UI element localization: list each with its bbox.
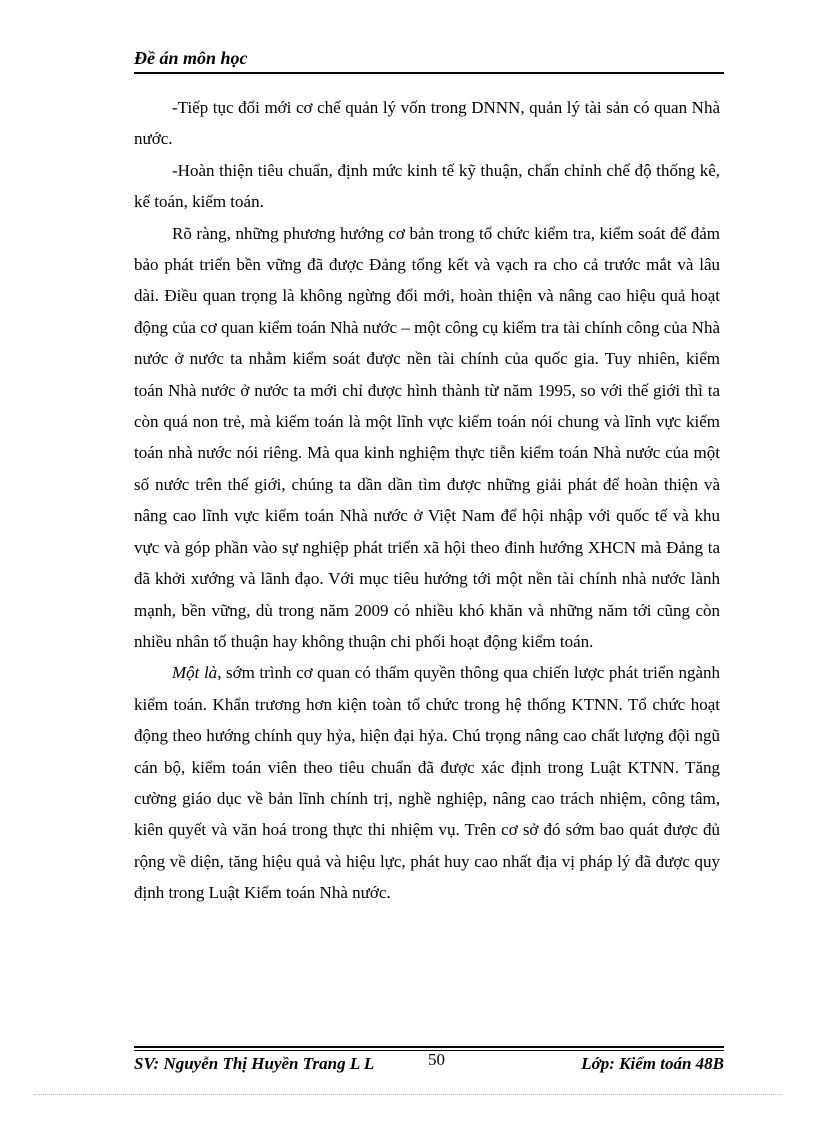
document-body	[134, 92, 720, 909]
paragraph-4	[134, 657, 720, 908]
paragraph-4-text: , sớm trình cơ quan có thẩm quyền thông qua chiến lược phát triển ngành kiểm toán. Khẩn trương hơn kiện toàn tổ chức trong hệ thống KTNN. Tổ chức hoạt động theo hướng chính quy hỷa, hiện đại hỷa. Chú trọng nâng cao chất lượng đội ngũ cán bộ, kiểm toán viên theo tiêu chuẩn đã được xác định trong Luật KTNN. Tăng cường giáo dục về bản lĩnh chính trị, nghề nghiệp, nâng cao trách nhiệm, công tâm, kiên quyết và văn hoá trong thực thi nhiệm vụ. Trên cơ sở đó sớm bao quát được đủ rộng về diện, tăng hiệu quả và hiệu lực, phát huy cao nhất địa vị pháp lý đã được quy định trong Luật Kiểm toán Nhà nước.	[134, 663, 721, 903]
paragraph-3: Rõ ràng, những phương hướng cơ bản trong tổ chức kiểm tra, kiểm soát để đảm bảo phát triển bền vững đã được Đảng tổng kết và vạch ra cho cả trước mắt và lâu dài. Điều quan trọng là không ngừng đổi mới, hoàn thiện và nâng cao hiệu quả hoạt động của cơ quan kiểm toán Nhà nước – một công cụ kiểm tra tài chính công của Nhà nước ở nước ta nhằm kiểm soát được nền tài chính của quốc gia. Tuy nhiên, kiểm toán Nhà nước ở nước ta mới chỉ được hình thành từ năm 1995, so với thế giới thì ta còn quá non trẻ, mà kiểm toán là một lĩnh vực kiểm toán nói chung và lĩnh vực kiểm toán nhà nước nói riêng. Mà qua kinh nghiệm thực tiễn kiểm toán Nhà nước của một số nước trên thế giới, chúng ta dần dần tìm được những giải phát để hoàn thiện và nâng cao lĩnh vực kiểm toán Nhà nước ở Việt Nam để hội nhập với quốc tế và khu vực và góp phần vào sự nghiệp phát triển xã hội theo đinh hướng XHCN mà Đảng ta đã khởi xướng và lãnh đạo. Với mục tiêu hướng tới một nền tài chính nhà nước lành mạnh, bền vững, dù trong năm 2009 có nhiều khó khăn và những năm tới cũng còn nhiều nhân tố thuận hay không thuận chi phối hoạt động kiểm toán.	[134, 223, 720, 651]
page-header	[134, 46, 724, 74]
footer-rule-thick	[134, 1046, 724, 1048]
page-number: 50	[428, 1050, 445, 1069]
page-bottom-divider	[34, 1094, 782, 1095]
footer-class: Lớp: Kiểm toán 48B	[581, 1054, 724, 1073]
header-title: Đề án môn học	[134, 48, 248, 68]
footer-student: SV: Nguyễn Thị Huyền Trang L L	[134, 1054, 375, 1073]
paragraph-1: -Tiếp tục đổi mới cơ chế quản lý vốn trong DNNN, quản lý tài sản có quan Nhà nước.	[134, 98, 720, 149]
page-footer	[134, 1046, 724, 1086]
paragraph-4-lead: Một là	[172, 663, 218, 683]
paragraph-2: -Hoàn thiện tiêu chuẩn, định mức kinh tế kỹ thuận, chấn chỉnh chế độ thống kê, kế toán, kiểm toán.	[134, 160, 720, 212]
